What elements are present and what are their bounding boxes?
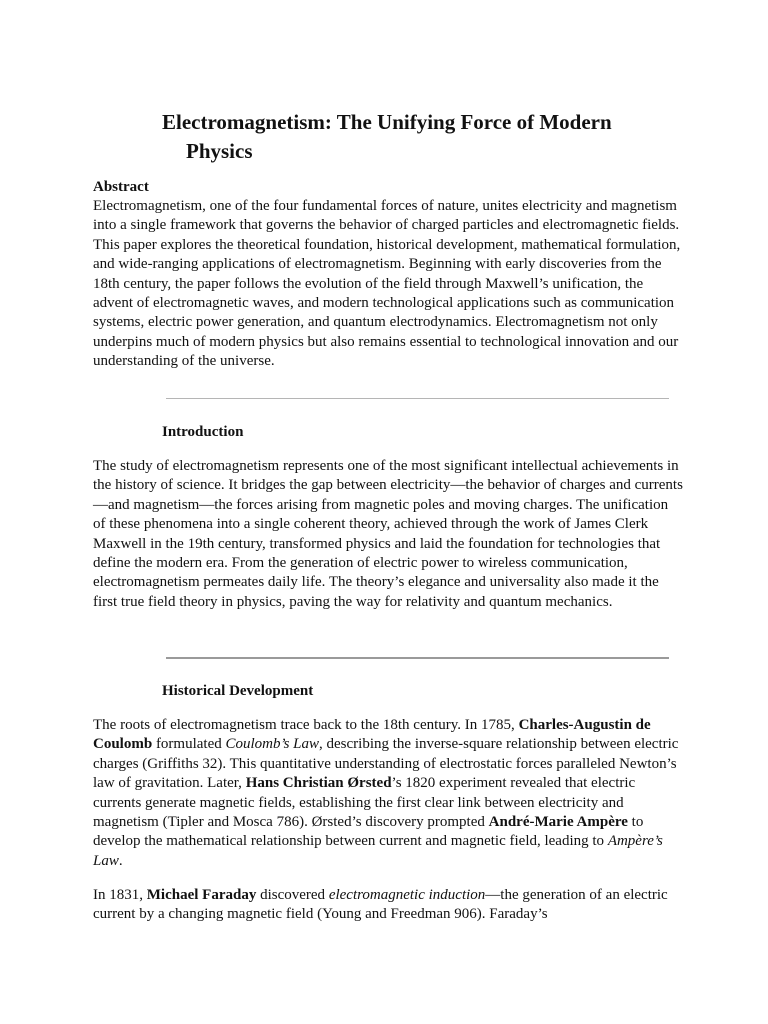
- abstract-heading: Abstract: [93, 179, 149, 195]
- text-run: In 1831,: [93, 887, 147, 903]
- text-run: discovered: [256, 887, 329, 903]
- historical-paragraph-2: [93, 886, 683, 925]
- term-coulombs-law: Coulomb’s Law: [225, 736, 320, 753]
- name-orsted: Hans Christian Ørsted: [245, 775, 392, 792]
- historical-paragraph-1: [93, 716, 683, 871]
- name-ampere: André-Marie Ampère: [488, 814, 628, 831]
- text-run: —the generation of an electric current by a changing magnetic field (Young and Freedman 906). Faraday’s: [93, 887, 668, 923]
- term-amperes-law: Ampère’s Law: [93, 833, 663, 869]
- paper-title-line-2: Physics: [186, 139, 253, 163]
- text-run: formulated: [152, 736, 226, 753]
- text-run: , describing the inverse-square relationship between electric charges (Griffiths 32). This quantitative understanding of electrostatic forces paralleled Newton’s law of gravitation. Later,: [93, 736, 679, 792]
- name-coulomb: Charles-Augustin de Coulomb: [93, 717, 651, 753]
- text-run: ’s 1820 experiment revealed that electric currents generate magnetic fields, establishing the first clear link between electricity and magnetism (Tipler and Mosca 786). Ørsted’s discovery prompted: [93, 775, 636, 831]
- introduction-body: The study of electromagnetism represents one of the most significant intellectual achievements in the history of science. It bridges the gap between electricity—the behavior of charges and currents—and magnetism—the forces arising from magnetic poles and moving charges. The unification of these phenomena into a single coherent theory, achieved through the work of James Clerk Maxwell in the 19th century, transformed physics and laid the foundation for technologies that define the modern era. From the generation of electric power to wireless communication, electromagnetism permeates daily life. The theory’s elegance and universality also made it the first true field theory in physics, paving the way for relativity and quantum mechanics.: [93, 458, 683, 610]
- abstract-body: Electromagnetism, one of the four fundamental forces of nature, unites electricity and magnetism into a single framework that governs the behavior of charged particles and electromagnetic fields. This paper explores the theoretical foundation, historical development, mathematical formulation, and wide-ranging applications of electromagnetism. Beginning with early discoveries from the 18th century, the paper follows the evolution of the field through Maxwell’s unification, the advent of electromagnetic waves, and modern technological applications such as communication systems, electric power generation, and quantum electrodynamics. Electromagnetism not only underpins much of modern physics but also remains essential to technological innovation and our understanding of the universe.: [93, 198, 681, 370]
- text-run: .: [118, 852, 123, 869]
- section-divider: [166, 398, 669, 399]
- introduction-heading: Introduction: [162, 424, 244, 440]
- historical-development-heading: Historical Development: [162, 683, 314, 699]
- term-electromagnetic-induction: electromagnetic induction: [328, 887, 486, 903]
- text-run: The roots of electromagnetism trace back to the 18th century. In 1785,: [93, 717, 519, 733]
- section-divider: [166, 657, 669, 659]
- name-faraday: Michael Faraday: [146, 887, 257, 903]
- text-run: to develop the mathematical relationship between current and magnetic field, leading to: [93, 814, 644, 850]
- paper-title-line-1: Electromagnetism: The Unifying Force of Modern: [162, 110, 612, 134]
- paper-title: [162, 108, 682, 166]
